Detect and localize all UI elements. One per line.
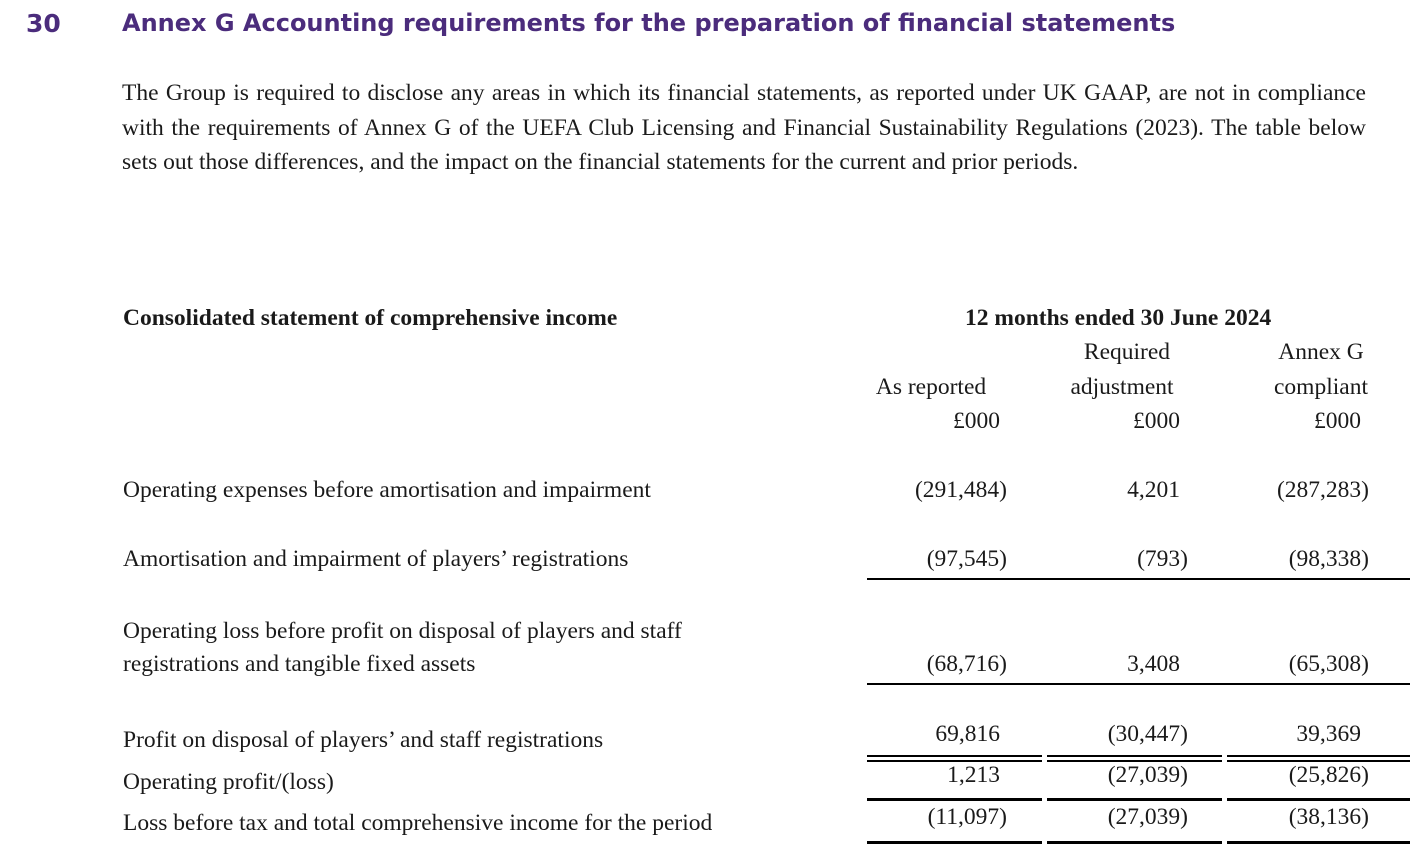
row2-compliant: (65,308) bbox=[1288, 651, 1369, 677]
row2-adjustment: 3,408 bbox=[1127, 651, 1180, 677]
row3-compliant: 39,369 bbox=[1296, 721, 1361, 747]
total-rule-col3 bbox=[1227, 798, 1410, 801]
total-rule-col2 bbox=[1047, 798, 1222, 801]
row-label-profit-on-disposal: Profit on disposal of players’ and staff registrations bbox=[123, 727, 604, 753]
double-rule-col3 bbox=[1227, 755, 1410, 762]
row5-as-reported: (11,097) bbox=[927, 804, 1007, 830]
row0-as-reported: (291,484) bbox=[914, 477, 1007, 503]
row3-as-reported: 69,816 bbox=[935, 721, 1000, 747]
period-header: 12 months ended 30 June 2024 bbox=[965, 305, 1272, 331]
bottom-rule-col2 bbox=[1047, 841, 1222, 844]
col1-header-line2: As reported bbox=[875, 374, 987, 400]
double-rule-col2 bbox=[1047, 755, 1222, 762]
row5-adjustment: (27,039) bbox=[1107, 804, 1188, 830]
bottom-rule-col3 bbox=[1227, 841, 1410, 844]
row5-compliant: (38,136) bbox=[1288, 804, 1369, 830]
note-heading bbox=[0, 6, 1414, 46]
row4-compliant: (25,826) bbox=[1288, 762, 1369, 788]
row1-as-reported: (97,545) bbox=[926, 546, 1007, 572]
statement-title: Consolidated statement of comprehensive income bbox=[123, 305, 618, 331]
row1-adjustment: (793) bbox=[1137, 546, 1188, 572]
col3-unit: £000 bbox=[1314, 408, 1361, 434]
row0-compliant: (287,283) bbox=[1276, 477, 1369, 503]
row-label-operating-profit: Operating profit/(loss) bbox=[123, 769, 334, 795]
note-number: 30 bbox=[26, 9, 61, 38]
double-rule-col1 bbox=[867, 755, 1042, 762]
col2-header-line1: Required bbox=[1083, 339, 1171, 365]
col3-header-line2: compliant bbox=[1274, 374, 1368, 400]
note-title: Annex G Accounting requirements for the preparation of financial statements bbox=[122, 9, 1176, 37]
row4-adjustment: (27,039) bbox=[1107, 762, 1188, 788]
row2-as-reported: (68,716) bbox=[926, 651, 1007, 677]
row-label-loss-before-tax: Loss before tax and total comprehensive income for the period bbox=[123, 810, 713, 836]
row-label-operating-expenses: Operating expenses before amortisation and impairment bbox=[123, 477, 651, 503]
col2-header-line2: adjustment bbox=[1070, 374, 1174, 400]
col3-header-line1: Annex G bbox=[1278, 339, 1364, 365]
subtotal-rule-2 bbox=[867, 683, 1410, 685]
intro-paragraph: The Group is required to disclose any areas in which its financial statements, as reported under UK GAAP, are not in compliance with the requirements of Annex G of the UEFA Club Licensing and Financial Sustainability Regulations (2023). The table below sets out those differences, and the impact on the financial statements for the current and prior periods. bbox=[122, 80, 1366, 175]
col2-unit: £000 bbox=[1133, 408, 1180, 434]
row3-adjustment: (30,447) bbox=[1107, 721, 1188, 747]
subtotal-rule-1 bbox=[867, 578, 1410, 580]
row-label-operating-loss-line2: registrations and tangible fixed assets bbox=[123, 651, 476, 677]
row-label-operating-loss: Operating loss before profit on disposal of players and staff bbox=[123, 618, 682, 644]
total-rule-col1 bbox=[867, 798, 1042, 801]
row1-compliant: (98,338) bbox=[1288, 546, 1369, 572]
row-label-amortisation: Amortisation and impairment of players’ registrations bbox=[123, 546, 629, 572]
row0-adjustment: 4,201 bbox=[1127, 477, 1180, 503]
bottom-rule-col1 bbox=[867, 841, 1042, 844]
row4-as-reported: 1,213 bbox=[947, 762, 1000, 788]
col1-unit: £000 bbox=[953, 408, 1000, 434]
